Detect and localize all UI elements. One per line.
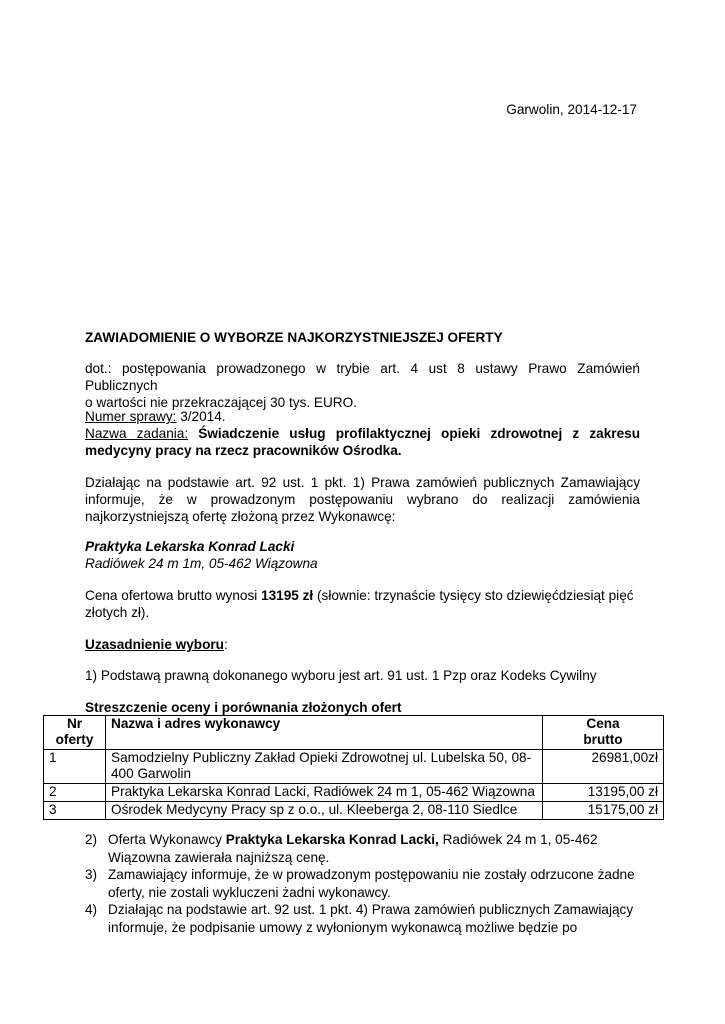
table-row [44, 750, 664, 784]
price-words-1: (słownie: trzynaście tysięcy sto dziewięćdziesiąt pięć [313, 588, 634, 603]
subject-line-1: dot.: postępowania prowadzonego w trybie art. 4 ust 8 ustawy Prawo Zamówień Publicznych [85, 361, 640, 393]
price-intro: Cena ofertowa brutto wynosi [85, 588, 262, 603]
list-text-post: Radiówek 24 m 1, 05-462 Wiązowna zawierała najniższą cenę. [108, 832, 598, 865]
subject-paragraph [85, 360, 640, 411]
table-row [44, 784, 664, 802]
justification-colon: : [224, 637, 228, 652]
offers-table [43, 715, 664, 820]
list-number: 3) [85, 867, 98, 882]
row-price: 26981,00zł [543, 750, 664, 784]
header-nr-line-2: oferty [55, 732, 94, 747]
list-number: 4) [85, 902, 98, 917]
row-nr: 2 [44, 784, 106, 802]
header-price-line-1: Cena [586, 716, 620, 731]
task-line-1 [85, 425, 640, 442]
list-text: Działając na podstawie art. 92 ust. 1 pkt. 4) Prawa zamówień publicznych Zamawiający informuje, że podpisanie umowy z wyłonionym wykonawcą możliwe będzie po [108, 902, 634, 935]
list-item [85, 866, 645, 901]
row-name: Samodzielny Publiczny Zakład Opieki Zdrowotnej ul. Lubelska 50, 08-400 Garwolin [106, 750, 543, 784]
header-name: Nazwa i adres wykonawcy [106, 716, 543, 750]
list-item [85, 901, 645, 936]
table-row [44, 802, 664, 820]
case-number-line [85, 408, 640, 425]
row-price: 13195,00 zł [543, 784, 664, 802]
acting-line-2: informuje, że w prowadzonym postępowaniu wybrano do realizacji zamówienia [85, 492, 640, 507]
document-title: ZAWIADOMIENIE O WYBORZE NAJKORZYSTNIEJSZEJ OFERTY [85, 330, 503, 345]
list-text: Zamawiający informuje, że w prowadzonym postępowaniu nie zostały odrzucone żadne oferty, nie zostali wykluczeni żadni wykonawcy. [108, 867, 635, 900]
header-nr-line-1: Nr [66, 716, 83, 731]
case-number-value: 3/2014. [180, 409, 226, 424]
table-header-row [44, 716, 664, 750]
winner-name: Praktyka Lekarska Konrad Lacki [85, 539, 295, 554]
header-price [543, 716, 664, 750]
price-line-1 [85, 587, 640, 604]
row-name: Praktyka Lekarska Konrad Lacki, Radiówek 24 m 1, 05-462 Wiązowna [106, 784, 543, 802]
justification-title: Uzasadnienie wyboru [85, 637, 224, 652]
justification-heading [85, 636, 228, 653]
list-text-bold: Praktyka Lekarska Konrad Lacki, [225, 832, 439, 847]
task-label: Nazwa zadania: [85, 426, 189, 441]
point-1: 1) Podstawą prawną dokonanego wyboru jest art. 91 ust. 1 Pzp oraz Kodeks Cywilny [85, 668, 597, 683]
row-nr: 3 [44, 802, 106, 820]
winner-block [85, 538, 318, 572]
price-line-2: złotych zł). [85, 605, 150, 620]
place-date: Garwolin, 2014-12-17 [506, 102, 637, 117]
price-paragraph [85, 587, 640, 621]
acting-paragraph [85, 474, 640, 525]
row-name: Ośrodek Medycyny Pracy sp z o.o., ul. Kleeberga 2, 08-110 Siedlce [106, 802, 543, 820]
header-nr [44, 716, 106, 750]
summary-heading: Streszczenie oceny i porównania złożonych ofert [85, 700, 402, 715]
price-value: 13195 zł [261, 588, 314, 603]
task-name-1: Świadczenie usług profilaktycznej opieki zdrowotnej z zakresu [198, 426, 640, 441]
case-block [85, 408, 640, 459]
row-nr: 1 [44, 750, 106, 784]
list-text-pre: Oferta Wykonawcy [108, 832, 226, 847]
winner-address: Radiówek 24 m 1m, 05-462 Wiązowna [85, 556, 318, 571]
list-number: 2) [85, 832, 98, 847]
row-price: 15175,00 zł [543, 802, 664, 820]
case-number-label: Numer sprawy: [85, 409, 177, 424]
acting-line-3: najkorzystniejszą ofertę złożoną przez Wykonawcę: [85, 509, 396, 524]
subject-line-2: o wartości nie przekraczającej 30 tys. EURO. [85, 395, 357, 410]
header-price-line-2: brutto [583, 732, 623, 747]
task-name-2: medycyny pracy na rzecz pracowników Ośrodka. [85, 443, 402, 458]
acting-line-1: Działając na podstawie art. 92 ust. 1 pkt. 1) Prawa zamówień publicznych Zamawiający [85, 475, 640, 490]
numbered-list [85, 831, 645, 936]
list-item [85, 831, 645, 866]
